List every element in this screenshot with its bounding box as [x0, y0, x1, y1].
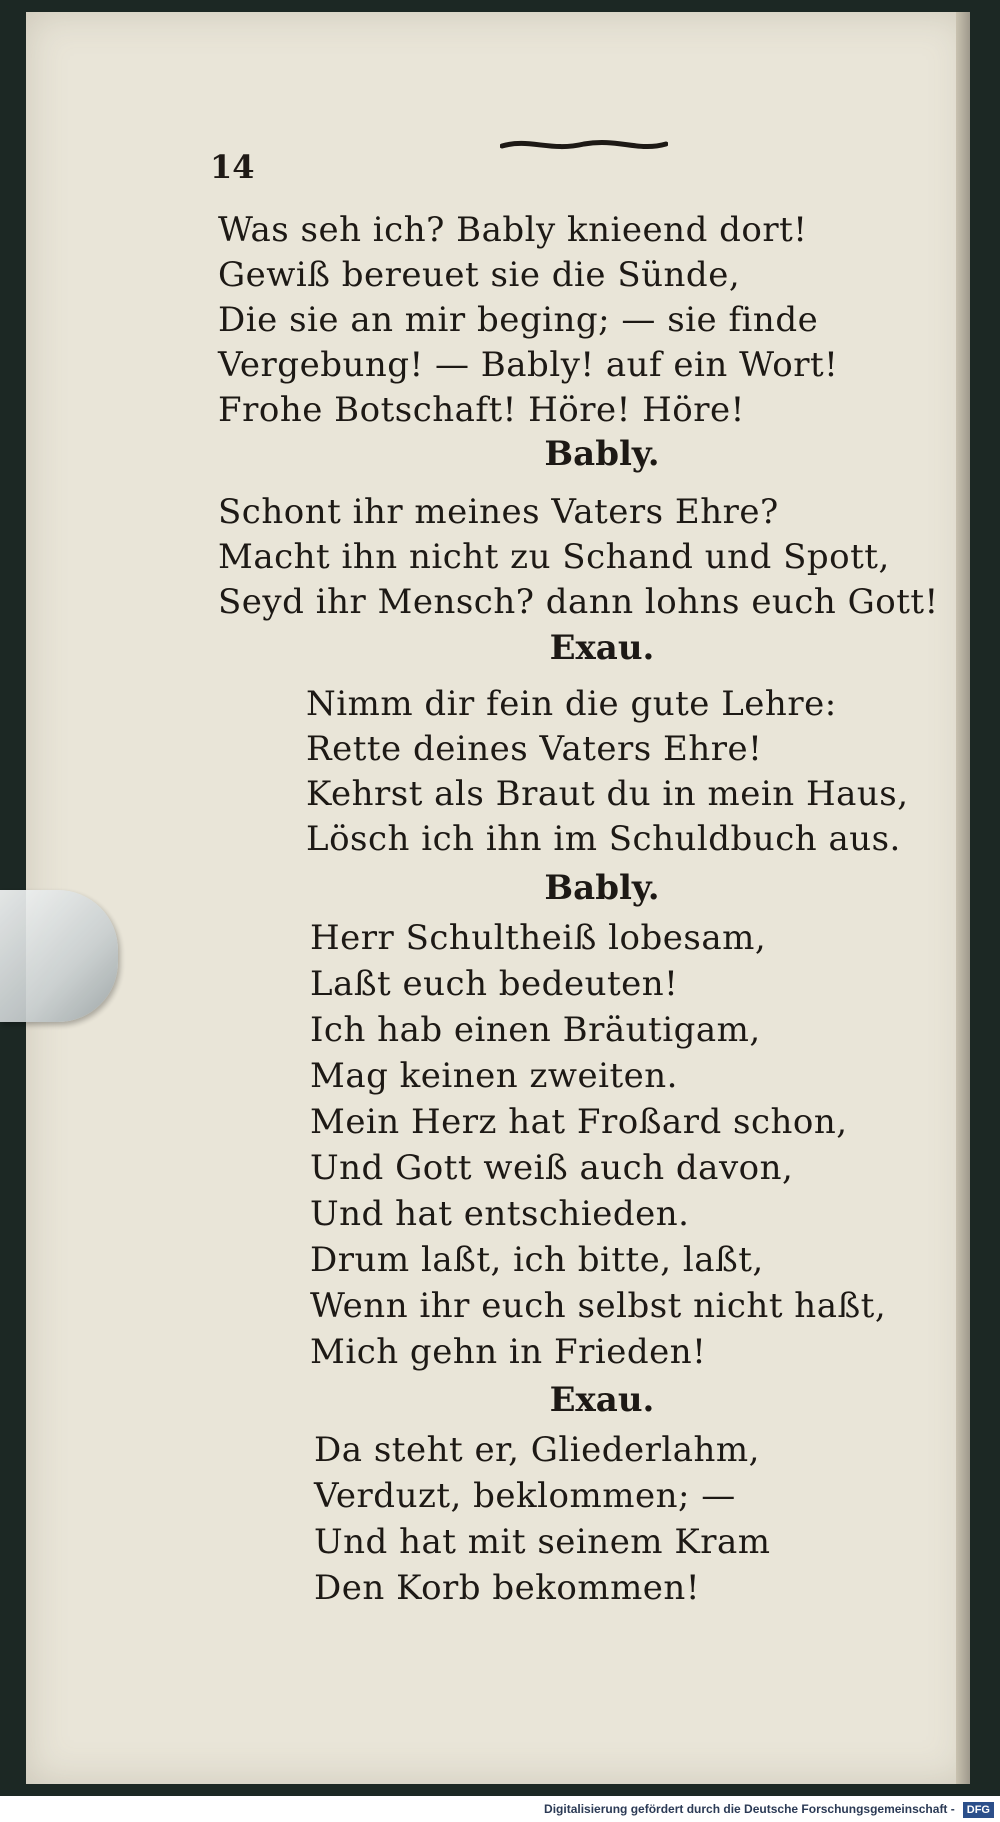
- verse-line: Die sie an mir beging; — sie finde: [218, 300, 819, 340]
- verse-line: Herr Schultheiß lobesam,: [310, 918, 767, 958]
- verse-line: Schont ihr meines Vaters Ehre?: [218, 492, 779, 532]
- page-edge: [956, 12, 970, 1784]
- verse-line: Und Gott weiß auch davon,: [310, 1148, 794, 1188]
- verse-line: Mich gehn in Frieden!: [310, 1332, 707, 1372]
- funding-credit: Digitalisierung gefördert durch die Deutsche Forschungsgemeinschaft -: [544, 1802, 955, 1816]
- verse-line: Laßt euch bedeuten!: [310, 964, 679, 1004]
- verse-line: Kehrst als Braut du in mein Haus,: [306, 774, 909, 814]
- verse-line: Und hat entschieden.: [310, 1194, 690, 1234]
- verse-line: Wenn ihr euch selbst nicht haßt,: [310, 1286, 887, 1326]
- verse-line: Den Korb bekommen!: [314, 1568, 700, 1608]
- verse-line: Gewiß bereuet sie die Sünde,: [218, 255, 741, 295]
- speaker-heading: Exau.: [549, 1380, 655, 1420]
- speaker-heading: Exau.: [549, 628, 655, 668]
- verse-line: Frohe Botschaft! Höre! Höre!: [218, 390, 745, 430]
- verse-line: Ich hab einen Bräutigam,: [310, 1010, 761, 1050]
- dfg-logo: DFG: [963, 1802, 994, 1818]
- verse-line: Da steht er, Gliederlahm,: [314, 1430, 760, 1470]
- speaker-heading: Bably.: [544, 868, 660, 908]
- page-number: 14: [210, 148, 255, 186]
- verse-line: Was seh ich? Bably knieend dort!: [218, 210, 808, 250]
- verse-line: Lösch ich ihn im Schuldbuch aus.: [306, 819, 901, 859]
- page-clip: [0, 890, 118, 1022]
- verse-line: Rette deines Vaters Ehre!: [306, 729, 763, 769]
- ornament-rule: [500, 134, 668, 156]
- verse-line: Macht ihn nicht zu Schand und Spott,: [218, 537, 890, 577]
- verse-line: Drum laßt, ich bitte, laßt,: [310, 1240, 764, 1280]
- verse-line: Mag keinen zweiten.: [310, 1056, 678, 1096]
- verse-line: Mein Herz hat Froßard schon,: [310, 1102, 848, 1142]
- verse-line: Und hat mit seinem Kram: [314, 1522, 771, 1562]
- verse-line: Seyd ihr Mensch? dann lohns euch Gott!: [218, 582, 939, 622]
- verse-line: Nimm dir fein die gute Lehre:: [306, 684, 837, 724]
- verse-line: Verduzt, beklommen; —: [314, 1476, 736, 1516]
- speaker-heading: Bably.: [544, 434, 660, 474]
- verse-line: Vergebung! — Bably! auf ein Wort!: [218, 345, 839, 385]
- digitization-footer: [0, 1796, 1000, 1822]
